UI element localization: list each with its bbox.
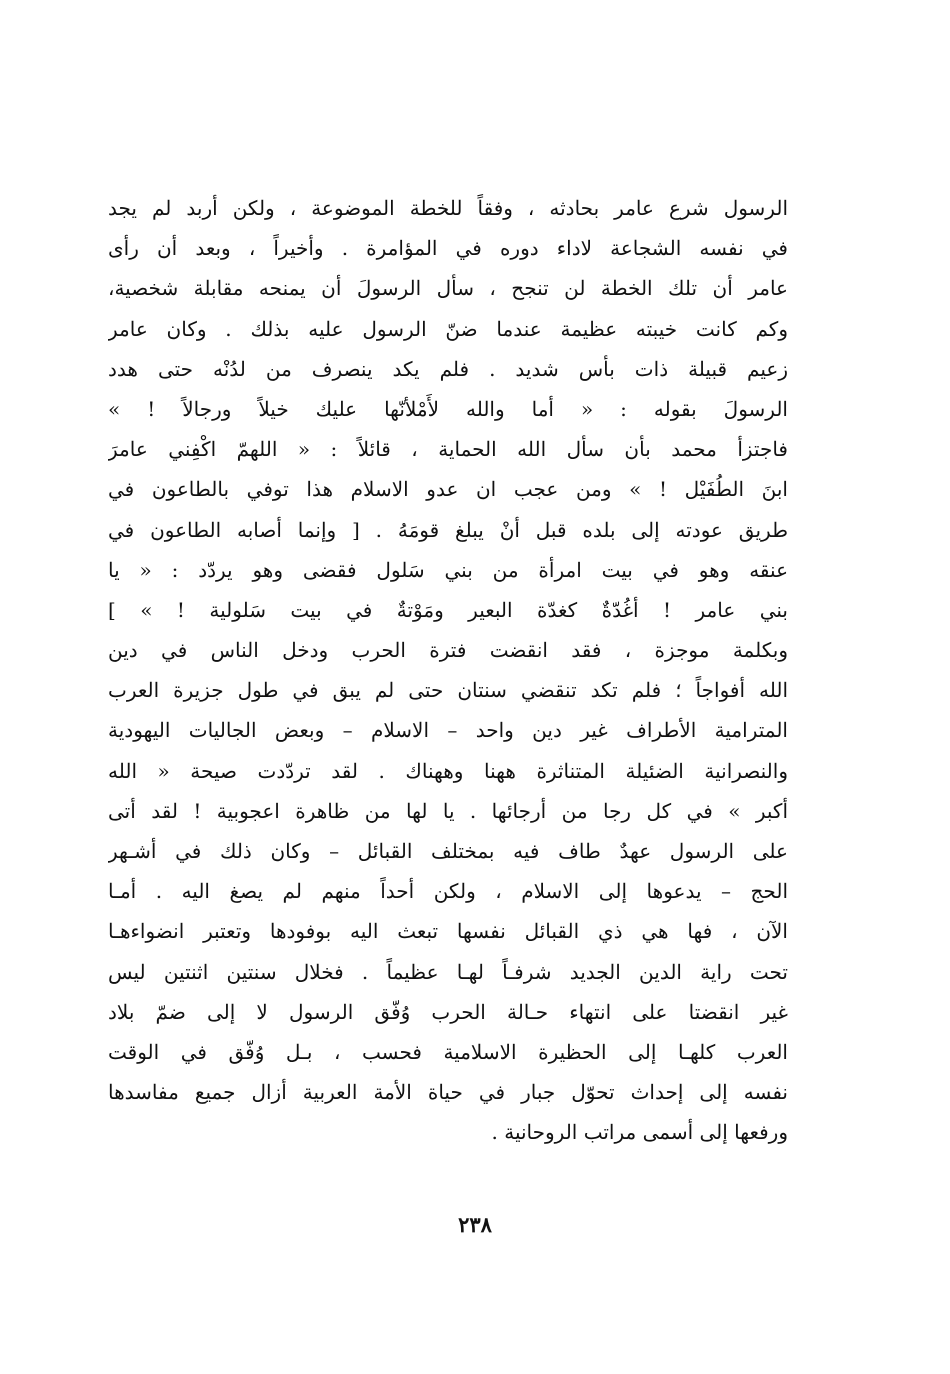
text-line: عنقه وهو في بيت امرأة من بني سَلول فقضى وهو يردّد : « يا (108, 557, 788, 582)
text-line: المترامية الأطراف غير دين واحد – الاسلام – وبعض الجاليات اليهودية (108, 718, 788, 743)
text-line: في نفسه الشجاعة لاداء دوره في المؤامرة . وأخيراً ، وبعد أن رأى (108, 236, 788, 261)
text-line: الله أفواجاً ؛ فلم تكد تنقضي سنتان حتى لم يبق في طول جزيرة العرب (108, 678, 788, 703)
text-line: تحت راية الدين الجديد شرفـاً لهـا عظيماً . فخلال سنتين اثنتين ليس (108, 959, 788, 984)
text-line: ورفعها إلى أسمى مراتب الروحانية . (491, 1120, 788, 1145)
text-line: الآن ، فها هي ذي القبائل نفسها تبعث اليه بوفودها وتعتبر انضواءهـا (108, 919, 788, 944)
text-line: الرسولَ بقوله : « أما والله لأَمْلأنّها عليك خيلاً ورجالاً ! » (108, 396, 788, 421)
text-line: فاجتزأ محمد بأن سأل الله الحماية ، قائلاً : « اللهمّ اكْفِني عامرَ (108, 437, 788, 462)
body-text (108, 188, 788, 1153)
text-line: طريق عودته إلى بلده قبل أنْ يبلغ قومَهُ . [ وإنما أصابه الطاعون في (108, 517, 788, 542)
page-number: ٢٣٨ (458, 1212, 492, 1237)
text-line: بني عامر ! أغُدّةٌ كغدّة البعير ومَوْتةٌ في بيت سَلولية ! » ] (108, 597, 788, 622)
text-line: العرب كلهـا إلى الحظيرة الاسلامية فحسب ، بـل وُفّق في الوقت (108, 1039, 788, 1064)
text-line: نفسه إلى إحداث تحوّل جبار في حياة الأمة العربية أزال جميع مفاسدها (108, 1080, 788, 1105)
text-line: أكبر » في كل رجا من أرجائها . يا لها من ظاهرة اعجوبية ! لقد أتى (108, 798, 788, 823)
text-line: غير انقضتا على انتهاء حـالة الحرب وُفّق الرسول لا إلى ضمّ بلاد (108, 999, 788, 1024)
text-line: وكم كانت خيبته عظيمة عندما ضنّ الرسول عليه بذلك . وكان عامر (108, 316, 788, 341)
text-line: ابنَ الطُفَيْل ! » ومن عجب ان عدو الاسلام هذا توفي بالطاعون في (108, 477, 788, 502)
text-line: عامر أن تلك الخطة لن تنجح ، سأل الرسولَ أن يمنحه مقابلة شخصية، (108, 276, 788, 301)
text-line: زعيم قبيلة ذات بأس شديد . فلم يكد ينصرف من لدُنْه حتى هدد (108, 356, 788, 381)
text-line: الحج – يدعوها إلى الاسلام ، ولكن أحداً منهم لم يصغ اليه . أمـا (108, 879, 788, 904)
text-line: وبكلمة موجزة ، فقد انقضت فترة الحرب ودخل الناس في دين (108, 638, 788, 663)
text-line: على الرسول عهدٌ طاف فيه بمختلف القبائل – وكان ذلك في أشـهر (108, 839, 788, 863)
text-line: الرسول شرع عامر بحادثه ، وفقاً للخطة الموضوعة ، ولكن أربد لم يجد (108, 196, 788, 220)
text-line: والنصرانية الضئيلة المتناثرة ههنا وههناك . لقد تردّدت صيحة « الله (108, 758, 788, 783)
